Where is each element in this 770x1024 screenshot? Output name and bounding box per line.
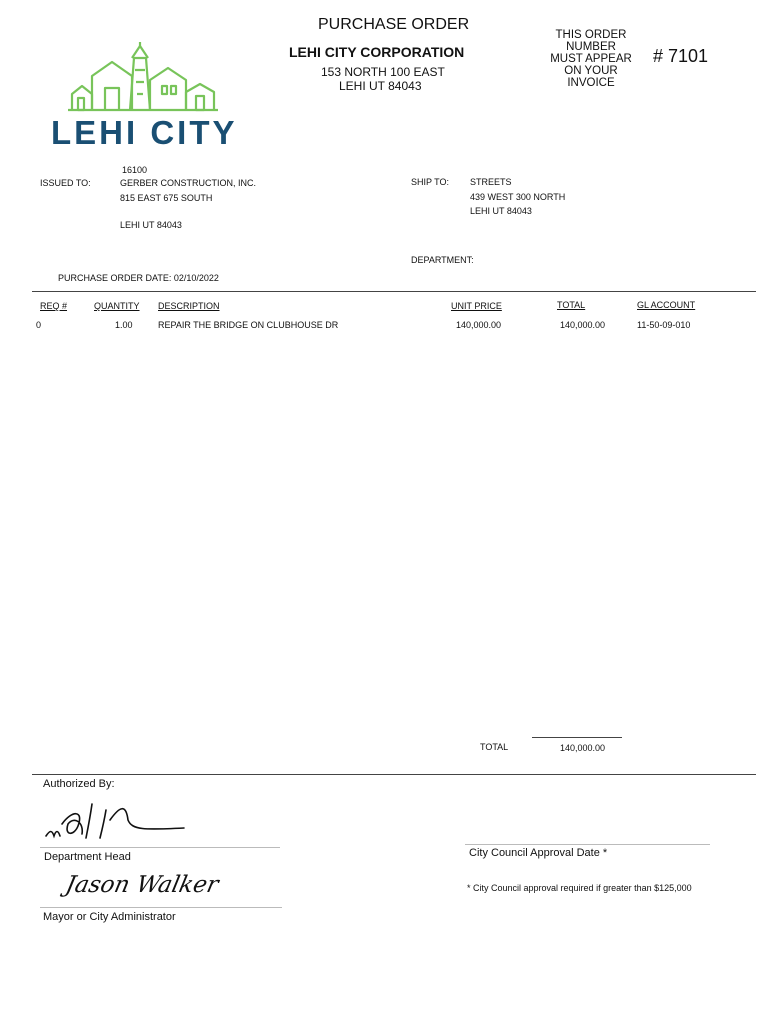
ship-to-name: STREETS bbox=[470, 177, 512, 187]
department-head-signature bbox=[44, 800, 194, 844]
notice-line: MUST APPEAR bbox=[550, 53, 632, 65]
vendor-name: GERBER CONSTRUCTION, INC. bbox=[120, 178, 257, 188]
organization-address-2: LEHI UT 84043 bbox=[339, 79, 422, 93]
lehi-city-logo bbox=[50, 40, 238, 152]
header-divider bbox=[32, 291, 756, 292]
vendor-address-2: LEHI UT 84043 bbox=[120, 220, 182, 230]
vendor-id: 16100 bbox=[122, 165, 148, 175]
notice-line: ON YOUR bbox=[564, 65, 618, 77]
invoice-notice bbox=[540, 29, 642, 89]
column-header-quantity: QUANTITY bbox=[94, 301, 140, 311]
ship-to-address-2: LEHI UT 84043 bbox=[470, 206, 532, 216]
mayor-signature: Jason Walker bbox=[63, 872, 221, 898]
column-header-gl-account: GL ACCOUNT bbox=[637, 300, 696, 310]
purchase-order-date: PURCHASE ORDER DATE: 02/10/2022 bbox=[58, 273, 219, 283]
footer-divider bbox=[32, 774, 756, 775]
row-gl-account: 11-50-09-010 bbox=[637, 320, 691, 330]
ship-to-address-1: 439 WEST 300 NORTH bbox=[470, 192, 566, 202]
order-number: # 7101 bbox=[653, 46, 709, 66]
mayor-label: Mayor or City Administrator bbox=[43, 911, 176, 923]
row-quantity: 1.00 bbox=[115, 320, 133, 330]
row-description: REPAIR THE BRIDGE ON CLUBHOUSE DR bbox=[158, 320, 339, 330]
vendor-address-1: 815 EAST 675 SOUTH bbox=[120, 193, 213, 203]
council-approval-line bbox=[465, 844, 710, 845]
total-value: 140,000.00 bbox=[560, 743, 606, 753]
row-total: 140,000.00 bbox=[560, 320, 606, 330]
issued-to-label: ISSUED TO: bbox=[40, 178, 91, 188]
document-title: PURCHASE ORDER bbox=[318, 16, 470, 33]
column-header-req: REQ # bbox=[40, 301, 68, 311]
total-rule bbox=[532, 737, 622, 738]
city-skyline-icon bbox=[50, 40, 230, 120]
department-head-label: Department Head bbox=[44, 851, 131, 863]
authorized-by-label: Authorized By: bbox=[43, 778, 115, 790]
column-header-total: TOTAL bbox=[557, 300, 586, 310]
ship-to-label: SHIP TO: bbox=[411, 177, 450, 187]
department-head-line bbox=[40, 847, 280, 848]
total-label: TOTAL bbox=[480, 742, 509, 752]
row-unit-price: 140,000.00 bbox=[456, 320, 502, 330]
row-req: 0 bbox=[36, 320, 42, 330]
notice-line: THIS ORDER bbox=[555, 29, 627, 41]
logo-wordmark: LEHI CITY bbox=[51, 114, 238, 151]
column-header-description: DESCRIPTION bbox=[158, 301, 220, 311]
council-approval-label: City Council Approval Date * bbox=[469, 847, 608, 859]
organization-name: LEHI CITY CORPORATION bbox=[289, 44, 465, 60]
council-approval-note: * City Council approval required if greater than $125,000 bbox=[467, 883, 692, 893]
notice-line: NUMBER bbox=[566, 41, 616, 53]
column-header-unit-price: UNIT PRICE bbox=[451, 301, 502, 311]
mayor-line bbox=[40, 907, 282, 908]
department-label: DEPARTMENT: bbox=[411, 255, 474, 265]
notice-line: INVOICE bbox=[567, 77, 615, 89]
organization-address-1: 153 NORTH 100 EAST bbox=[321, 65, 445, 79]
